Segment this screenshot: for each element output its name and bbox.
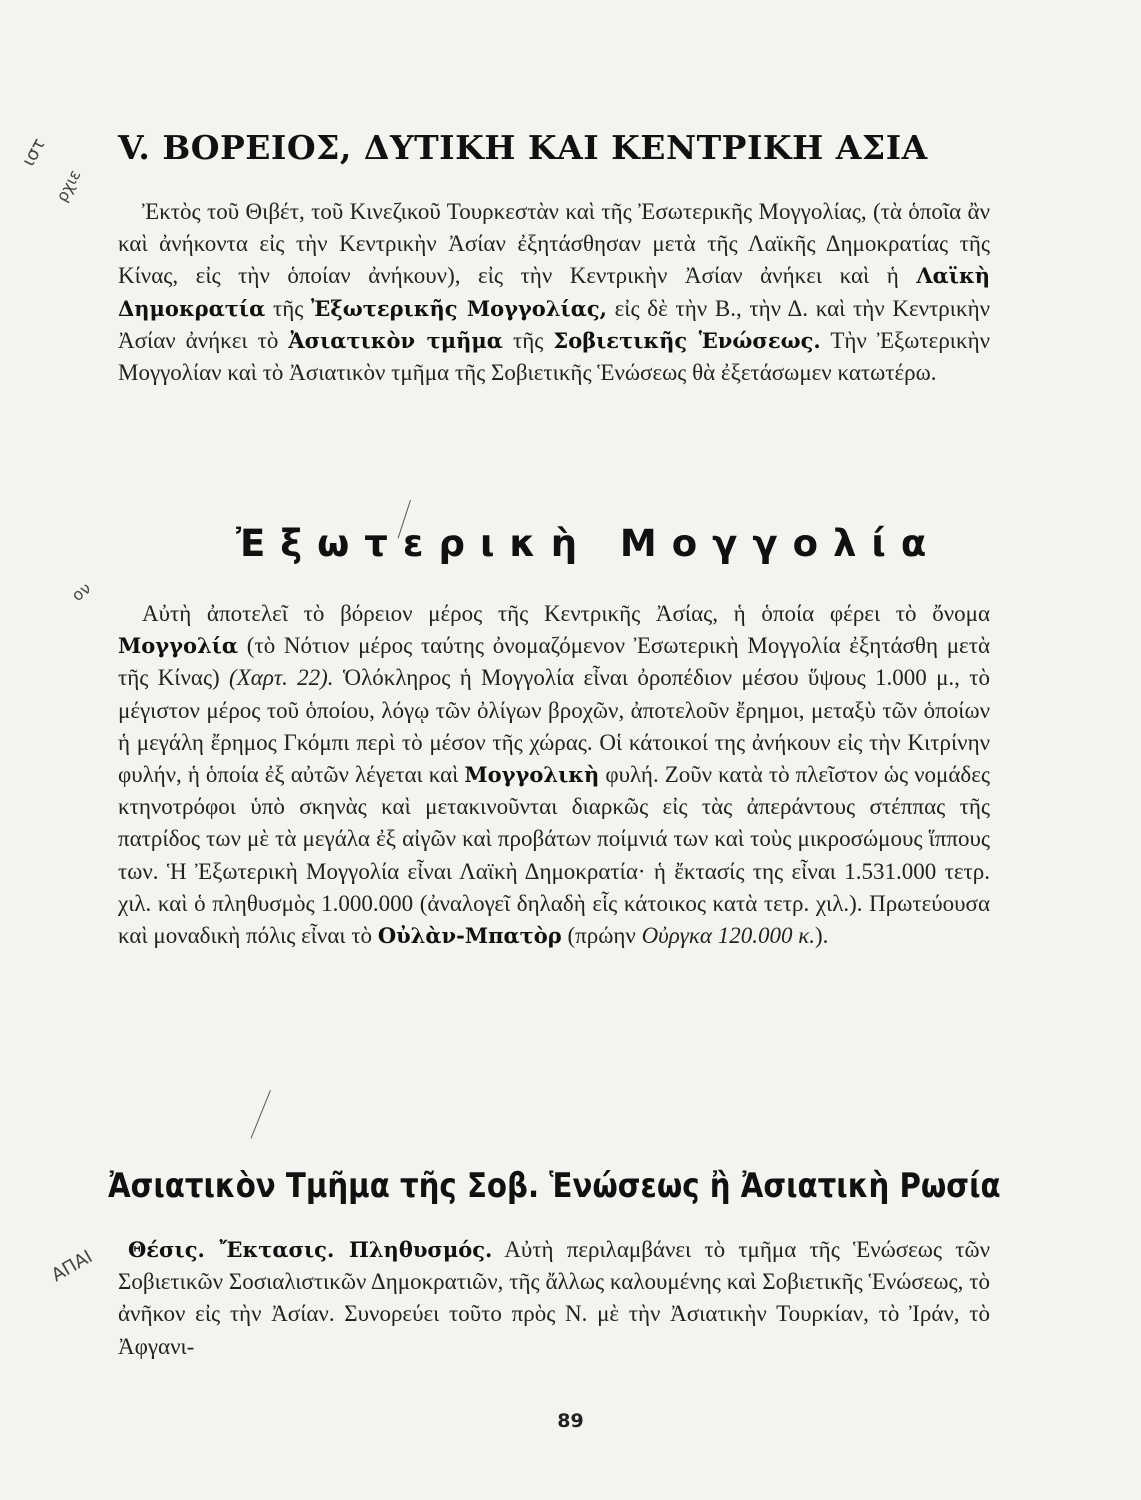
text-run: Τὴν Ἐξωτερικὴν Μογγολίαν καὶ τὸ Ἀσιατικὸν τμῆμα τῆς Σοβιετικῆς Ἑνώσεως θὰ ἐξετάσωμεν κατωτέρω.	[118, 327, 990, 386]
text-run: (τὸ Νότιον μέρος ταύτης ὀνομαζόμενον Ἐσωτερικὴ Μογγολία ἐξητάσθη μετὰ τῆς Κίνας)	[118, 633, 990, 691]
section-heading-asian-russia: Ἀσιατικὸν Τμῆμα τῆς Σοβ. Ἑνώσεως ἢ Ἀσιατικὴ Ρωσία	[108, 1166, 1001, 1206]
asian-russia-paragraph	[118, 1234, 990, 1363]
bold-term: Θέσις. Ἔκτασις. Πληθυσμός.	[128, 1237, 493, 1262]
text-run: φυλή. Ζοῦν κατὰ τὸ πλεῖστον ὡς νομάδες κτηνοτρόφοι ὑπὸ σκηνὰς καὶ μετακινοῦνται διαρκῶς εἰς τὰς ἀπεράντους στέππας τῆς πατρίδος των μὲ τὰ μεγάλα ἐξ αἰγῶν καὶ προβάτων ποίμνιά των καὶ τοὺς μικροσώμους ἵππους των. Ἡ Ἐξωτερικὴ Μογγολία εἶναι Λαϊκὴ Δημοκρατία· ἡ ἔκτασίς της εἶναι 1.531.000 τετρ. χιλ. καὶ ὁ πληθυσμὸς 1.000.000 (ἀναλογεῖ δηλαδὴ εἷς κάτοικος κατὰ τετρ. χιλ.). Πρωτεύουσα καὶ μοναδικὴ πόλις εἶναι τὸ	[118, 762, 990, 949]
text-run: τῆς	[265, 295, 312, 321]
handwritten-note: ΑΠΑΙ	[48, 1246, 97, 1287]
page-number: 89	[557, 1410, 584, 1432]
bold-term: Ἀσιατικὸν τμῆμα	[288, 327, 503, 353]
handwritten-note: ρχιε	[52, 166, 85, 205]
text-run: (πρώην	[561, 923, 642, 949]
bold-term: Μογγολικὴ	[464, 762, 600, 788]
section-heading-outer-mongolia: Ἐξωτερικὴ Μογγολία	[236, 522, 942, 565]
bold-term: Σοβιετικῆς Ἑνώσεως.	[553, 327, 821, 353]
handwritten-note: ον	[68, 578, 95, 605]
bold-term: Ἐξωτερικῆς Μογγολίας,	[311, 295, 607, 321]
text-run: ).	[814, 923, 829, 949]
handwritten-note: ιστ	[18, 134, 50, 170]
pen-stroke	[251, 1090, 272, 1139]
chapter-title: V. ΒΟΡΕΙΟΣ, ΔΥΤΙΚΗ ΚΑΙ ΚΕΝΤΡΙΚΗ ΑΣΙΑ	[118, 128, 928, 167]
text-run: Ἐκτὸς τοῦ Θιβέτ, τοῦ Κινεζικοῦ Τουρκεστὰν καὶ τῆς Ἐσωτερικῆς Μογγολίας, (τὰ ὁποῖα ἂν καὶ ἀνήκοντα εἰς τὴν Κεντρικὴν Ἀσίαν ἐξητάσθησαν μετὰ τῆς Λαϊκῆς Δημοκρατίας τῆς Κίνας, εἰς τὴν ὁποίαν ἀνήκουν), εἰς τὴν Κεντρικὴν Ἀσίαν ἀνήκει καὶ ἡ	[118, 199, 990, 289]
bold-term: Οὐλὰν-Μπατὸρ	[377, 923, 562, 949]
text-run: τῆς	[502, 327, 554, 353]
intro-paragraph	[118, 196, 990, 389]
text-run: Ὁλόκληρος ἡ Μογγολία εἶναι ὀροπέδιον μέσου ὕψους 1.000 μ., τὸ μέγιστον μέρος τοῦ ὁποίου, λόγῳ τῶν ὀλίγων βροχῶν, ἀποτελοῦν ἔρημοι, μεταξὺ τῶν ὁποίων ἡ μεγάλη ἔρημος Γκόμπι περὶ τὸ μέσον τῆς χώρας. Οἱ κάτοικοί της ἀνήκουν εἰς τὴν Κιτρίνην φυλήν, ἡ ὁποία ἐξ αὐτῶν λέγεται καὶ	[118, 665, 990, 788]
text-run: Αὐτὴ ἀποτελεῖ τὸ βόρειον μέρος τῆς Κεντρικῆς Ἀσίας, ἡ ὁποία φέρει τὸ ὄνομα	[142, 601, 990, 626]
italic-ref: (Χαρτ. 22).	[229, 665, 334, 691]
bold-term: Λαϊκὴ Δημοκρατία	[118, 263, 990, 321]
mongolia-paragraph	[118, 598, 990, 952]
text-run: εἰς δὲ τὴν Β., τὴν Δ. καὶ τὴν Κεντρικὴν Ἀσίαν ἀνήκει τὸ	[118, 295, 990, 353]
text-run: Αὐτὴ περιλαμβάνει τὸ τμῆμα τῆς Ἑνώσεως τῶν Σοβιετικῶν Σοσιαλιστικῶν Δημοκρατιῶν, τῆς ἄλλως καλουμένης καὶ Σοβιετικῆς Ἑνώσεως, τὸ ἀνῆκον εἰς τὴν Ἀσίαν. Συνορεύει τοῦτο πρὸς Ν. μὲ τὴν Ἀσιατικὴν Τουρκίαν, τὸ Ἰράν, τὸ Ἀφγανι-	[118, 1237, 990, 1359]
italic-ref: Οὐργκα 120.000 κ.	[641, 923, 815, 949]
bold-term: Μογγολία	[118, 633, 239, 659]
